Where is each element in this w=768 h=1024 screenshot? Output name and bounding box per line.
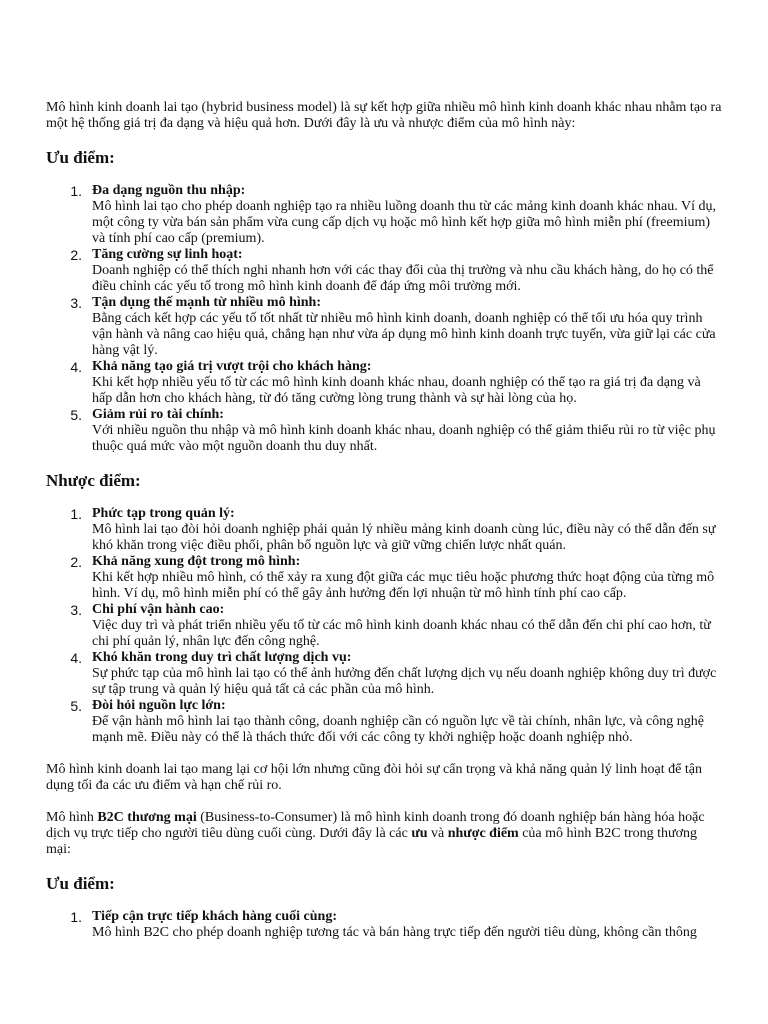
section-heading-b2c-advantages: Ưu điểm: bbox=[46, 874, 115, 893]
list-item bbox=[46, 650, 722, 698]
list-number: 1. bbox=[70, 183, 82, 199]
b2c-intro-paragraph bbox=[46, 810, 722, 858]
list-number: 5. bbox=[70, 698, 82, 714]
list-number: 3. bbox=[70, 602, 82, 618]
list-item-title: Phức tạp trong quản lý: bbox=[92, 506, 235, 521]
b2c-term: B2C thương mại bbox=[97, 810, 197, 825]
list-item bbox=[46, 183, 722, 247]
list-item bbox=[46, 602, 722, 650]
list-number: 4. bbox=[70, 650, 82, 666]
list-item-title: Tiếp cận trực tiếp khách hàng cuối cùng: bbox=[92, 909, 337, 924]
list-item bbox=[46, 407, 722, 455]
disadvantages-list bbox=[46, 506, 722, 746]
conclusion-paragraph: Mô hình kinh doanh lai tạo mang lại cơ hội lớn nhưng cũng đòi hỏi sự cẩn trọng và khả năng quản lý linh hoạt để tận dụng tối đa các ưu điểm và hạn chế rủi ro. bbox=[46, 762, 702, 793]
list-item-title: Chi phí vận hành cao: bbox=[92, 602, 225, 617]
list-number: 1. bbox=[70, 909, 82, 925]
list-item bbox=[46, 698, 722, 746]
b2c-text-3: và bbox=[427, 826, 448, 841]
list-item bbox=[46, 295, 722, 359]
list-number: 2. bbox=[70, 247, 82, 263]
list-item-body: Mô hình lai tạo cho phép doanh nghiệp tạo ra nhiều luồng doanh thu từ các mảng kinh doanh khác nhau. Ví dụ, một công ty vừa bán sản phẩm vừa cung cấp dịch vụ hoặc mô hình kết hợp giữa mô hình miễn phí (freemium) và tính phí cao cấp (premium). bbox=[92, 199, 716, 246]
b2c-disadvantage-word: nhược điểm bbox=[447, 826, 519, 841]
list-item bbox=[46, 554, 722, 602]
list-number: 1. bbox=[70, 506, 82, 522]
list-item-title: Khả năng tạo giá trị vượt trội cho khách hàng: bbox=[92, 359, 372, 374]
list-item-title: Khả năng xung đột trong mô hình: bbox=[92, 554, 301, 569]
list-item-body: Mô hình B2C cho phép doanh nghiệp tương tác và bán hàng trực tiếp đến người tiêu dùng, không cần thông bbox=[92, 925, 697, 940]
list-item-body: Mô hình lai tạo đòi hỏi doanh nghiệp phải quản lý nhiều mảng kinh doanh cùng lúc, điều này có thể dẫn đến sự khó khăn trong việc điều phối, phân bổ nguồn lực và giữ vững chiến lược nhất quán. bbox=[92, 522, 716, 553]
list-number: 5. bbox=[70, 407, 82, 423]
intro-paragraph: Mô hình kinh doanh lai tạo (hybrid business model) là sự kết hợp giữa nhiều mô hình kinh doanh khác nhau nhằm tạo ra một hệ thống giá trị đa dạng và hiệu quả hơn. Dưới đây là ưu và nhược điểm của mô hình này: bbox=[46, 100, 722, 131]
list-item-title: Khó khăn trong duy trì chất lượng dịch vụ: bbox=[92, 650, 352, 665]
list-number: 3. bbox=[70, 295, 82, 311]
list-item-body: Việc duy trì và phát triển nhiều yếu tố từ các mô hình kinh doanh khác nhau có thể dẫn đến chi phí cao hơn, từ chi phí quản lý, nhân lực đến công nghệ. bbox=[92, 618, 711, 649]
list-item-title: Giảm rủi ro tài chính: bbox=[92, 407, 224, 422]
list-item bbox=[46, 247, 722, 295]
section-heading-disadvantages: Nhược điểm: bbox=[46, 471, 141, 490]
list-item-body: Bằng cách kết hợp các yếu tố tốt nhất từ nhiều mô hình kinh doanh, doanh nghiệp có thể tối ưu hóa quy trình vận hành và nâng cao hiệu quả, chẳng hạn như vừa áp dụng mô hình kinh doanh trực tuyến, vừa giữ lại các cửa hàng vật lý. bbox=[92, 311, 716, 358]
list-item-title: Đòi hỏi nguồn lực lớn: bbox=[92, 698, 226, 713]
list-item-title: Tăng cường sự linh hoạt: bbox=[92, 247, 243, 262]
list-item-body: Khi kết hợp nhiều yếu tố từ các mô hình kinh doanh khác nhau, doanh nghiệp có thể tạo ra giá trị đa dạng và hấp dẫn hơn cho khách hàng, từ đó tăng cường lòng trung thành và sự hài lòng của họ. bbox=[92, 375, 701, 406]
list-item-title: Đa dạng nguồn thu nhập: bbox=[92, 183, 246, 198]
list-item-body: Doanh nghiệp có thể thích nghi nhanh hơn với các thay đổi của thị trường và nhu cầu khách hàng, do họ có thể điều chỉnh các yếu tố trong mô hình kinh doanh để đáp ứng môi trường mới. bbox=[92, 263, 714, 294]
list-item-body: Sự phức tạp của mô hình lai tạo có thể ảnh hưởng đến chất lượng dịch vụ nếu doanh nghiệp không duy trì được sự tập trung và quản lý hiệu quả tất cả các phần của mô hình. bbox=[92, 666, 717, 697]
list-item-body: Để vận hành mô hình lai tạo thành công, doanh nghiệp cần có nguồn lực về tài chính, nhân lực, và công nghệ mạnh mẽ. Điều này có thể là thách thức đối với các công ty khởi nghiệp hoặc doanh nghiệp nhỏ. bbox=[92, 714, 704, 745]
b2c-text-2: (Business-to-Consumer) là mô hình kinh doanh trong đó doanh nghiệp bán hàng hóa hoặc dịch vụ trực tiếp cho người tiêu dùng cuối cùng. Dưới đây là các bbox=[46, 810, 705, 841]
b2c-text-4: của mô hình B2C trong thương mại: bbox=[46, 826, 698, 857]
b2c-advantage-word: ưu bbox=[411, 826, 428, 841]
advantages-list bbox=[46, 183, 722, 455]
list-item bbox=[46, 359, 722, 407]
list-item bbox=[46, 506, 722, 554]
list-number: 4. bbox=[70, 359, 82, 375]
list-number: 2. bbox=[70, 554, 82, 570]
list-item-body: Khi kết hợp nhiều mô hình, có thể xảy ra xung đột giữa các mục tiêu hoặc phương thức hoạt động của từng mô hình. Ví dụ, mô hình miễn phí có thể gây ảnh hưởng đến lợi nhuận từ mô hình tính phí cao cấp. bbox=[92, 570, 715, 601]
list-item-title: Tận dụng thế mạnh từ nhiều mô hình: bbox=[92, 295, 321, 310]
list-item bbox=[46, 909, 722, 941]
list-item-body: Với nhiều nguồn thu nhập và mô hình kinh doanh khác nhau, doanh nghiệp có thể giảm thiểu rủi ro từ việc phụ thuộc quá mức vào một nguồn doanh thu duy nhất. bbox=[92, 423, 716, 454]
b2c-advantages-list bbox=[46, 909, 722, 941]
b2c-text-1: Mô hình bbox=[46, 810, 98, 825]
section-heading-advantages: Ưu điểm: bbox=[46, 148, 115, 167]
